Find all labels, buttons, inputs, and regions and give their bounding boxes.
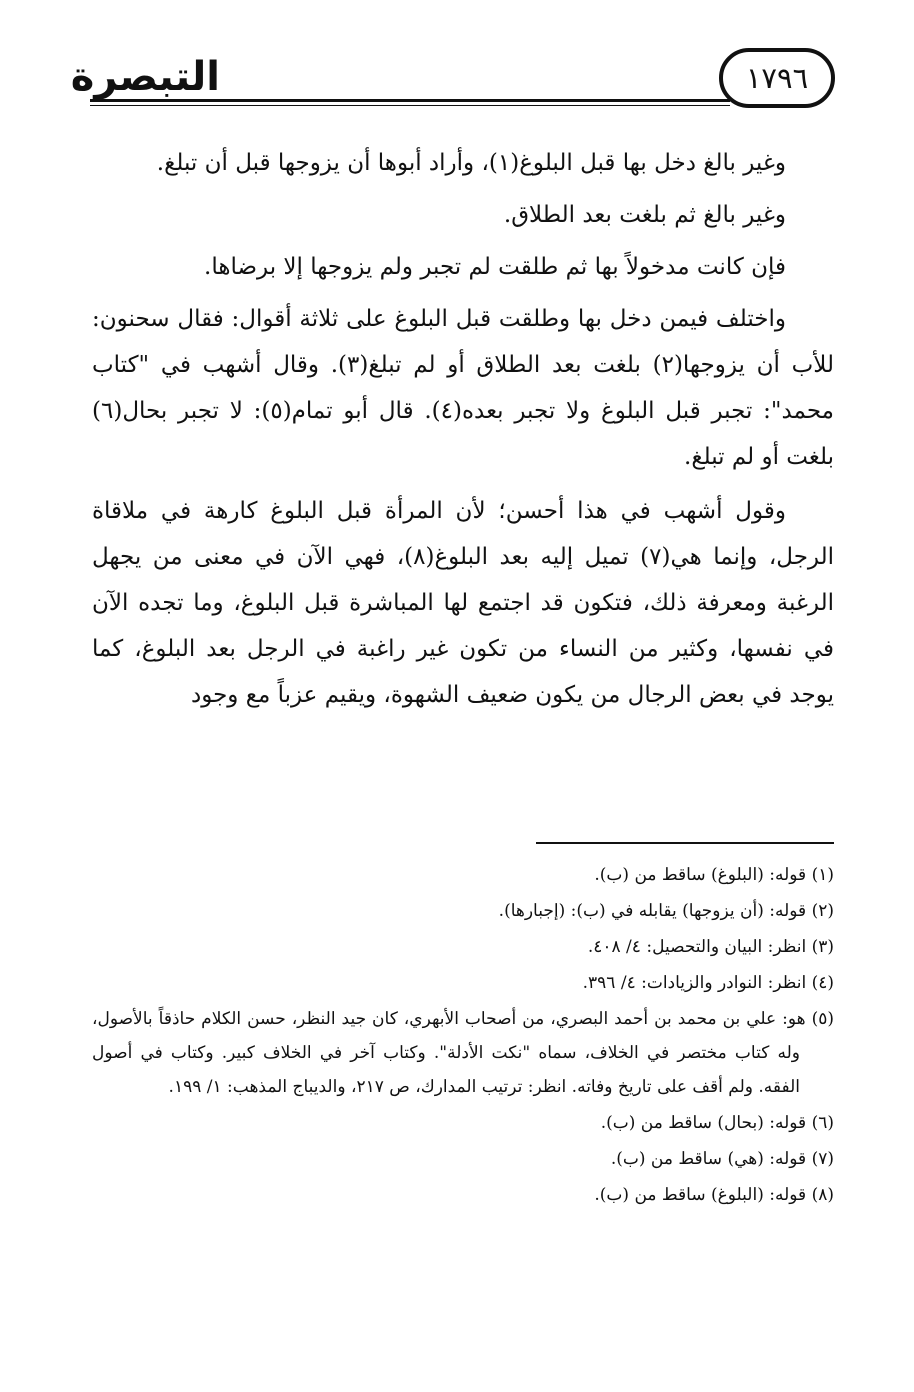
footnote: (٧) قوله: (هي) ساقط من (ب).	[610, 1149, 834, 1169]
paragraph: وقول أشهب في هذا أحسن؛ لأن المرأة قبل البلوغ كارهة في ملاقاة الرجل، وإنما هي(٧) تميل إليه بعد البلوغ(٨)، فهي الآن في معنى من يجهل الرغبة ومعرفة ذلك، فتكون قد اجتمع لها المباشرة قبل البلوغ، وما تجده الآن في نفسها، وكثير من النساء من تكون غير راغبة في الرجل بعد البلوغ، كما يوجد في بعض الرجال من يكون ضعيف الشهوة، ويقيم عزباً مع وجود	[92, 498, 835, 708]
footnote: (٤) انظر: النوادر والزيادات: ٤/ ٣٩٦.	[582, 973, 834, 993]
footnotes	[92, 858, 834, 1214]
paragraph: وغير بالغ دخل بها قبل البلوغ(١)، وأراد أبوها أن يزوجها قبل أن تبلغ.	[156, 150, 786, 176]
footnote-divider	[536, 842, 834, 844]
paragraph: واختلف فيمن دخل بها وطلقت قبل البلوغ على ثلاثة أقوال: فقال سحنون: للأب أن يزوجها(٢) بلغت بعد الطلاق أو لم تبلغ(٣). وقال أشهب في "كتاب محمد": تجبر قبل البلوغ ولا تجبر بعده(٤). قال أبو تمام(٥): لا تجبر بحال(٦) بلغت أو لم تبلغ.	[92, 306, 834, 470]
book-title: التبصرة	[70, 54, 220, 100]
footnote: (٢) قوله: (أن يزوجها) يقابله في (ب): (إجبارها).	[498, 901, 834, 921]
footnote: (٨) قوله: (البلوغ) ساقط من (ب).	[594, 1185, 834, 1205]
header-rule	[90, 99, 730, 102]
footnote: (١) قوله: (البلوغ) ساقط من (ب).	[594, 865, 834, 885]
header-rule-thin	[90, 105, 730, 106]
main-text	[92, 140, 834, 726]
paragraph: فإن كانت مدخولاً بها ثم طلقت لم تجبر ولم يزوجها إلا برضاها.	[204, 254, 786, 280]
footnote: (٣) انظر: البيان والتحصيل: ٤/ ٤٠٨.	[587, 937, 834, 957]
paragraph: وغير بالغ ثم بلغت بعد الطلاق.	[503, 202, 786, 228]
page-header	[70, 40, 835, 130]
footnote: (٥) هو: علي بن محمد بن أحمد البصري، من أصحاب الأبهري، كان جيد النظر، حسن الكلام حاذقاً بالأصول، وله كتاب مختصر في الخلاف، سماه "نكت الأدلة". وكتاب آخر في الخلاف كبير. وكتاب في أصول الفقه. ولم أقف على تاريخ وفاته. انظر: ترتيب المدارك، ص ٢١٧، والديباج المذهب: ١/ ١٩٩.	[92, 1009, 834, 1097]
page-number: ١٧٩٦	[719, 48, 835, 108]
footnote: (٦) قوله: (بحال) ساقط من (ب).	[600, 1113, 834, 1133]
